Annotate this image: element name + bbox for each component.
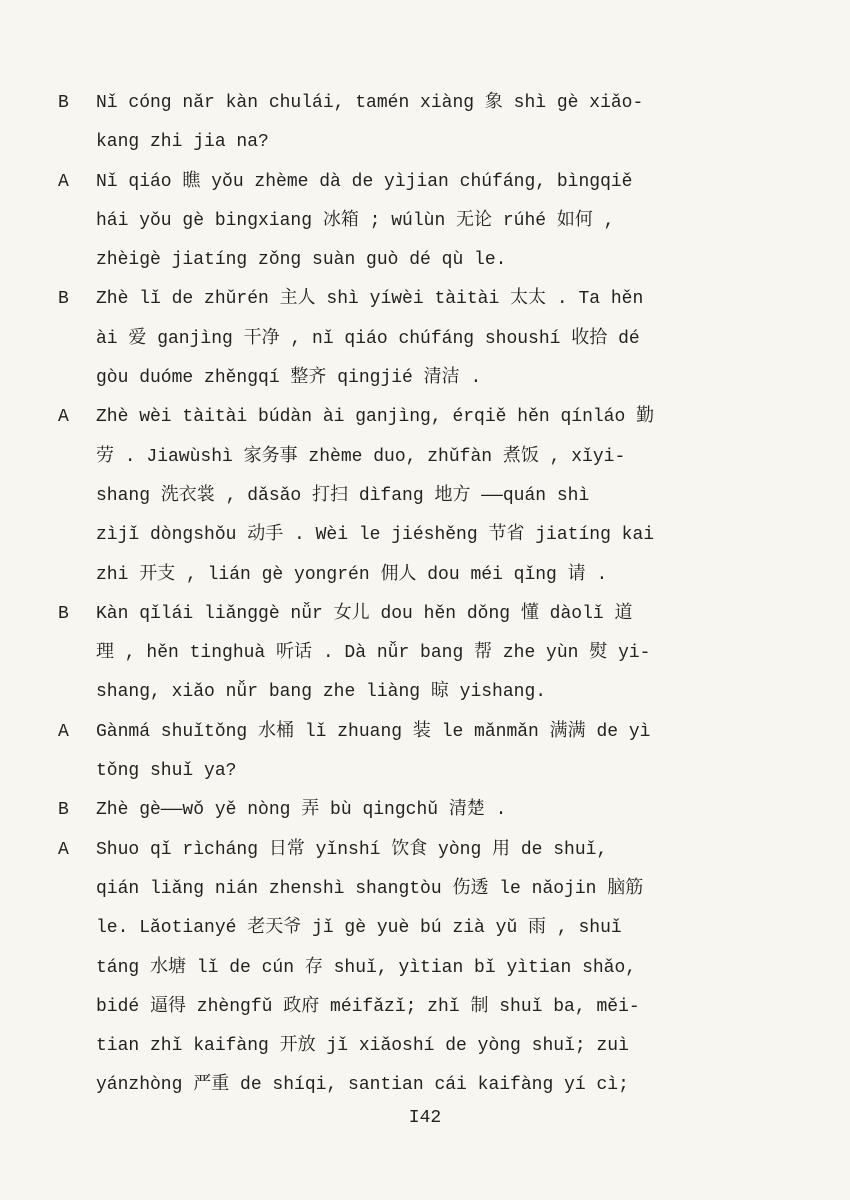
text-line: 劳 . Jiawùshì 家务事 zhème duo, zhǔfàn 煮饭 , xǐyi- xyxy=(96,446,626,467)
speaker-label: A xyxy=(58,171,69,192)
turn-text xyxy=(96,831,758,1106)
text-line: Gànmá shuǐtǒng 水桶 lǐ zhuang 装 le mǎnmǎn 满满 de yì xyxy=(96,721,651,742)
text-line: Zhè wèi tàitài búdàn ài ganjìng, érqiě hěn qínláo 勤 xyxy=(96,407,655,428)
text-line: táng 水塘 lǐ de cún 存 shuǐ, yìtian bǐ yìtian shǎo, xyxy=(96,957,637,978)
text-line: zhèigè jiatíng zǒng suàn guò dé qù le. xyxy=(96,250,507,271)
speaker-label: A xyxy=(58,407,69,428)
text-line: bidé 逼得 zhèngfǔ 政府 méifǎzǐ; zhǐ 制 shuǐ ba, měi- xyxy=(96,996,640,1017)
speaker-label: B xyxy=(58,603,69,624)
text-line: tian zhǐ kaifàng 开放 jǐ xiǎoshí de yòng shuǐ; zuì xyxy=(96,1036,629,1057)
text-line: kang zhi jia na? xyxy=(96,132,269,153)
speaker-label: B xyxy=(58,800,69,821)
turn-text xyxy=(96,280,758,398)
text-line: hái yǒu gè bingxiang 冰箱 ; wúlùn 无论 rúhé 如何 , xyxy=(96,210,615,231)
speaker-label: A xyxy=(58,839,69,860)
turn-text xyxy=(96,791,758,830)
text-line: Nǐ cóng nǎr kàn chulái, tamén xiàng 象 shì gè xiǎo- xyxy=(96,93,644,113)
text-line: Zhè gè——wǒ yě nòng 弄 bù qingchǔ 清楚 . xyxy=(96,800,507,821)
turn-text xyxy=(96,398,758,594)
text-line: Nǐ qiáo 瞧 yǒu zhème dà de yìjian chúfáng, bìngqiě xyxy=(96,171,633,192)
turn-text xyxy=(96,163,758,281)
dialogue-turn xyxy=(58,791,758,830)
dialogue xyxy=(58,84,758,1106)
dialogue-turn xyxy=(58,713,758,792)
text-line: 理 , hěn tinghuà 听话 . Dà nǚr bang 帮 zhe yùn 熨 yi- xyxy=(96,643,651,664)
text-line: shang 洗衣裳 , dǎsǎo 打扫 dìfang 地方 ——quán shì xyxy=(96,485,590,506)
dialogue-turn xyxy=(58,280,758,398)
page-number: I42 xyxy=(408,1108,442,1128)
turn-text xyxy=(96,84,758,163)
text-line: ài 爱 ganjìng 干净 , nǐ qiáo chúfáng shoushí 收拾 dé xyxy=(96,328,640,349)
text-line: yánzhòng 严重 de shíqi, santian cái kaifàng yí cì; xyxy=(96,1075,629,1096)
text-line: Kàn qǐlái liǎnggè nǚr 女儿 dou hěn dǒng 懂 dàolǐ 道 xyxy=(96,603,633,624)
dialogue-turn xyxy=(58,831,758,1106)
text-line: Shuo qǐ rìcháng 日常 yǐnshí 饮食 yòng 用 de shuǐ, xyxy=(96,839,608,860)
dialogue-turn xyxy=(58,398,758,594)
text-line: shang, xiǎo nǚr bang zhe liàng 晾 yishang. xyxy=(96,682,547,703)
turn-text xyxy=(96,595,758,713)
text-line: zìjǐ dòngshǒu 动手 . Wèi le jiéshěng 节省 jiatíng kai xyxy=(96,525,655,546)
text-line: Zhè lǐ de zhǔrén 主人 shì yíwèi tàitài 太太 . Ta hěn xyxy=(96,289,644,310)
dialogue-turn xyxy=(58,163,758,281)
text-line: zhi 开支 , lián gè yongrén 佣人 dou méi qǐng 请 . xyxy=(96,564,608,585)
text-line: gòu duóme zhěngqí 整齐 qingjié 清洁 . xyxy=(96,368,482,389)
speaker-label: B xyxy=(58,93,69,113)
text-line: tǒng shuǐ ya? xyxy=(96,761,237,782)
dialogue-turn xyxy=(58,595,758,713)
speaker-label: B xyxy=(58,289,69,310)
dialogue-turn xyxy=(58,84,758,163)
turn-text xyxy=(96,713,758,792)
text-line: le. Lǎotianyé 老天爷 jǐ gè yuè bú zià yǔ 雨 , shuǐ xyxy=(96,918,622,939)
speaker-label: A xyxy=(58,721,69,742)
text-line: qián liǎng nián zhenshì shangtòu 伤透 le nǎojin 脑筋 xyxy=(96,878,644,899)
